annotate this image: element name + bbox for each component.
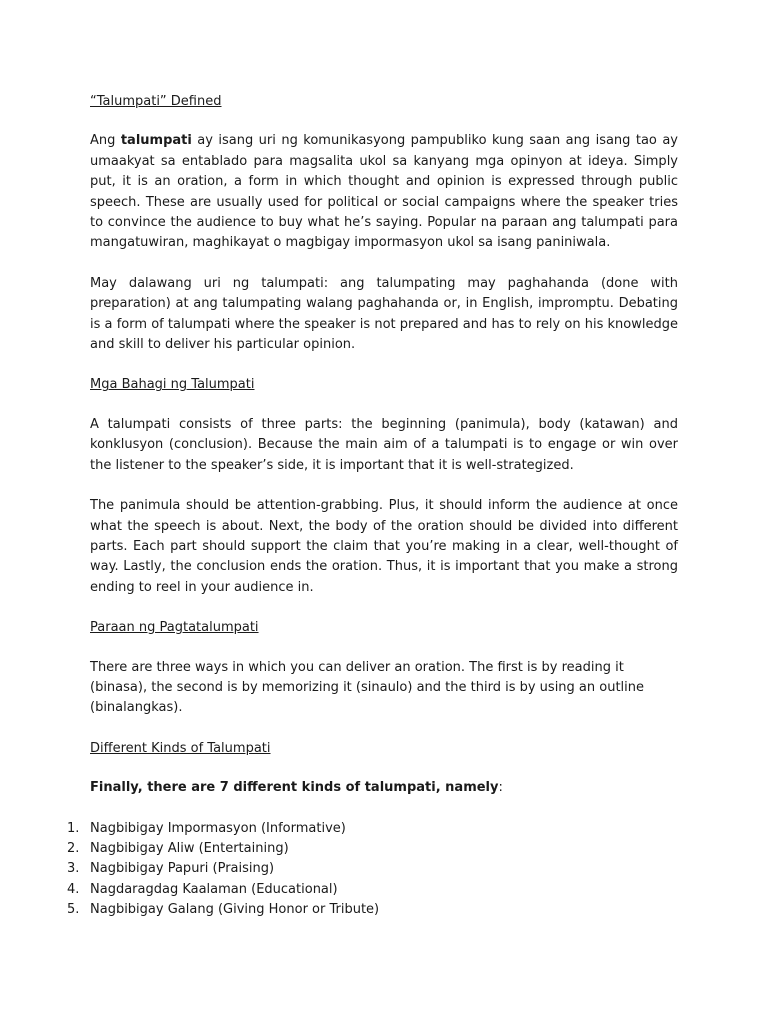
list-item-text: Nagdaragdag Kaalaman (Educational) bbox=[90, 881, 338, 897]
paragraph-parts: A talumpati consists of three parts: the beginning (panimula), body (katawan) and konklusyon (conclusion). Because the main aim of a talumpati is to engage or win over the listener to the speaker’s side, it is important that it is well-strategized. bbox=[90, 416, 678, 473]
definition-term: talumpati bbox=[120, 133, 192, 149]
kinds-lead-colon: : bbox=[498, 780, 503, 796]
list-item bbox=[67, 880, 678, 900]
list-item-number: 1. bbox=[67, 820, 80, 836]
paragraph-definition bbox=[90, 131, 678, 253]
paragraph-panimula: The panimula should be attention-grabbing. Plus, it should inform the audience at once what the speech is about. Next, the body of the oration should be divided into different parts. Each part should support the claim that you’re making in a clear, well-thought of way. Lastly, the conclusion ends the oration. Thus, it is important that you make a strong ending to reel in your audience in. bbox=[90, 498, 678, 595]
heading-mga-bahagi: Mga Bahagi ng Talumpati bbox=[90, 377, 255, 393]
paragraph-delivery: There are three ways in which you can deliver an oration. The first is by reading it (binasa), the second is by memorizing it (sinaulo) and the third is by using an outline (binalangkas). bbox=[90, 659, 645, 716]
heading-different-kinds: Different Kinds of Talumpati bbox=[90, 740, 271, 756]
document-body bbox=[67, 92, 678, 921]
list-item bbox=[67, 819, 678, 839]
list-item-number: 5. bbox=[67, 902, 80, 918]
list-item-text: Nagbibigay Papuri (Praising) bbox=[90, 861, 275, 877]
heading-paraan: Paraan ng Pagtatalumpati bbox=[90, 620, 259, 636]
list-item-text: Nagbibigay Aliw (Entertaining) bbox=[90, 840, 289, 856]
kinds-list bbox=[67, 819, 678, 921]
list-item bbox=[67, 839, 678, 859]
list-item-text: Nagbibigay Galang (Giving Honor or Tribute) bbox=[90, 902, 380, 918]
kinds-lead: Finally, there are 7 different kinds of talumpati, namely bbox=[90, 780, 499, 796]
list-item-number: 3. bbox=[67, 861, 80, 877]
kinds-lead-text bbox=[90, 778, 678, 798]
list-item-text: Nagbibigay Impormasyon (Informative) bbox=[90, 820, 346, 836]
definition-intro: Ang bbox=[90, 133, 121, 149]
paragraph-types: May dalawang uri ng talumpati: ang talumpating may paghahanda (done with preparation) at ang talumpating walang paghahanda or, in English, impromptu. Debating is a form of talumpati where the speaker is not prepared and has to rely on his knowledge and skill to deliver his particular opinion. bbox=[90, 275, 678, 353]
heading-talumpati-defined: “Talumpati” Defined bbox=[90, 94, 222, 109]
definition-text: ay isang uri ng komunikasyong pampubliko kung saan ang isang tao ay umaakyat sa entablado para magsalita ukol sa kanyang mga opinyon at ideya. Simply put, it is an oration, a form in which thought and opinion is expressed through public speech. These are usually used for political or social campaigns where the speaker tries to convince the audience to buy what he’s saying. Popular na paraan ang talumpati para mangatuwiran, maghikayat o magbigay impormasyon ukol sa isang paniniwala. bbox=[90, 133, 678, 251]
list-item bbox=[67, 859, 678, 879]
list-item-number: 2. bbox=[67, 840, 80, 856]
list-item-number: 4. bbox=[67, 881, 80, 897]
list-item bbox=[67, 900, 678, 920]
